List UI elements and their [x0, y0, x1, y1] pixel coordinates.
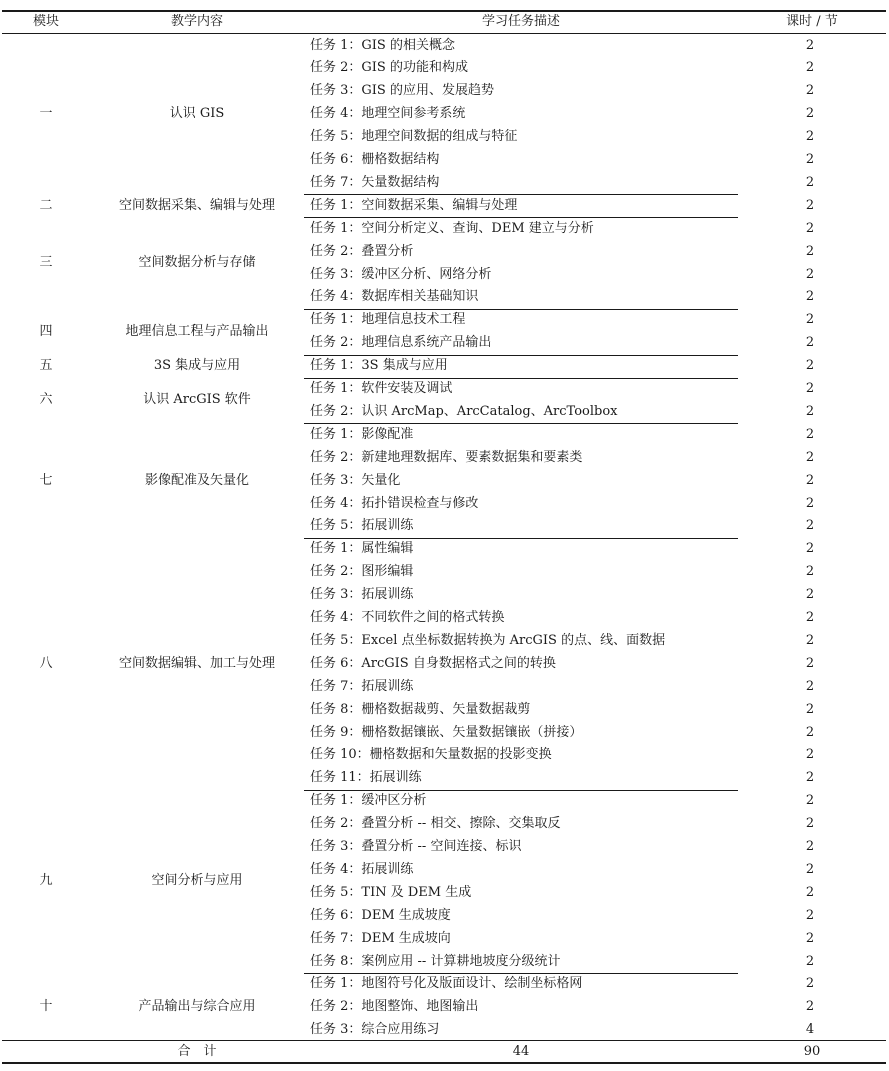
task-description: 任务 6：ArcGIS 自身数据格式之间的转换 — [310, 655, 556, 671]
task-description: 任务 1：缓冲区分析 — [310, 793, 427, 809]
module-number: 二 — [39, 197, 53, 213]
task-description: 任务 11：拓展训练 — [310, 770, 422, 786]
header-task-description: 学习任务描述 — [481, 14, 560, 29]
task-description: 任务 4：数据库相关基础知识 — [310, 289, 479, 305]
task-hours: 2 — [805, 174, 815, 190]
task-description: 任务 4：地理空间参考系统 — [310, 106, 466, 122]
module-name: 影像配准及矢量化 — [144, 472, 249, 488]
task-description: 任务 2：GIS 的功能和构成 — [310, 60, 468, 76]
task-hours: 2 — [805, 426, 815, 442]
task-description: 任务 5：TIN 及 DEM 生成 — [310, 884, 472, 900]
task-hours: 2 — [805, 403, 815, 419]
task-description: 任务 3：缓冲区分析、网络分析 — [310, 266, 492, 282]
task-hours: 2 — [805, 655, 815, 671]
task-hours: 2 — [805, 678, 815, 694]
task-description: 任务 5：Excel 点坐标数据转换为 ArcGIS 的点、线、面数据 — [310, 632, 666, 648]
header-module: 模块 — [32, 14, 59, 29]
task-description: 任务 5：地理空间数据的组成与特征 — [310, 129, 518, 145]
task-description: 任务 4：拓展训练 — [310, 861, 414, 877]
module-name: 3S 集成与应用 — [153, 358, 241, 374]
task-description: 任务 3：拓展训练 — [310, 587, 414, 603]
task-hours: 2 — [805, 358, 815, 374]
task-description: 任务 1：地理信息技术工程 — [310, 312, 466, 328]
task-description: 任务 6：DEM 生成坡度 — [310, 907, 451, 923]
task-hours: 2 — [805, 449, 815, 465]
task-hours: 2 — [805, 83, 815, 99]
task-description: 任务 1：空间数据采集、编辑与处理 — [310, 197, 518, 213]
task-description: 任务 7：拓展训练 — [310, 678, 414, 694]
task-description: 任务 8：栅格数据裁剪、矢量数据裁剪 — [310, 701, 531, 717]
task-description: 任务 6：栅格数据结构 — [310, 152, 440, 167]
task-hours: 2 — [805, 152, 815, 167]
module-number: 三 — [39, 255, 53, 270]
task-description: 任务 1：软件安装及调试 — [310, 381, 453, 396]
task-hours: 2 — [805, 861, 815, 877]
footer-top-rule — [2, 1040, 886, 1041]
task-description: 任务 2：图形编辑 — [310, 564, 414, 580]
header-bottom-rule — [2, 33, 886, 34]
module-number: 六 — [39, 392, 53, 408]
task-hours: 2 — [805, 312, 815, 328]
task-description: 任务 4：拓扑错误检查与修改 — [310, 495, 479, 511]
module-name: 空间数据采集、编辑与处理 — [118, 197, 275, 213]
module-number: 五 — [39, 358, 53, 374]
module-number: 八 — [39, 655, 53, 671]
task-hours: 2 — [805, 884, 815, 900]
task-hours: 2 — [805, 839, 815, 854]
task-description: 任务 7：DEM 生成坡向 — [310, 930, 451, 946]
task-hours: 2 — [805, 907, 815, 923]
task-description: 任务 9：栅格数据镶嵌、矢量数据镶嵌（拼接） — [310, 724, 583, 740]
task-hours: 2 — [805, 701, 815, 717]
task-hours: 2 — [805, 816, 815, 832]
task-hours: 2 — [805, 37, 815, 53]
task-hours: 2 — [805, 587, 815, 603]
task-description: 任务 1：属性编辑 — [310, 541, 414, 557]
module-name: 空间分析与应用 — [151, 873, 243, 889]
module-name: 空间数据编辑、加工与处理 — [118, 655, 275, 671]
module-name: 产品输出与综合应用 — [138, 999, 256, 1015]
task-hours: 2 — [805, 60, 815, 76]
module-number: 九 — [39, 873, 53, 889]
task-hours: 2 — [805, 197, 815, 213]
footer-task-count: 44 — [512, 1044, 530, 1059]
task-description: 任务 2：地图整饰、地图输出 — [310, 999, 479, 1015]
task-hours: 2 — [805, 106, 815, 122]
task-hours: 2 — [805, 632, 815, 648]
module-name: 认识 ArcGIS 软件 — [143, 392, 251, 408]
task-hours: 2 — [805, 518, 815, 534]
task-description: 任务 3：综合应用练习 — [310, 1022, 440, 1038]
module-number: 七 — [39, 472, 53, 488]
task-hours: 2 — [805, 381, 815, 396]
task-description: 任务 1：空间分析定义、查询、DEM 建立与分析 — [310, 220, 594, 236]
task-description: 任务 2：新建地理数据库、要素数据集和要素类 — [310, 449, 583, 465]
task-hours: 2 — [805, 472, 815, 488]
task-hours: 2 — [805, 976, 815, 992]
task-description: 任务 2：叠置分析 -- 相交、擦除、交集取反 — [310, 816, 561, 832]
task-description: 任务 1：影像配准 — [310, 426, 414, 442]
task-hours: 2 — [805, 930, 815, 946]
task-hours: 4 — [805, 1022, 815, 1038]
task-description: 任务 5：拓展训练 — [310, 518, 414, 534]
task-hours: 2 — [805, 129, 815, 145]
footer-total-hours: 90 — [803, 1044, 821, 1059]
task-description: 任务 8：案例应用 -- 计算耕地坡度分级统计 — [310, 953, 561, 969]
task-description: 任务 7：矢量数据结构 — [310, 174, 440, 190]
task-hours: 2 — [805, 335, 815, 351]
task-hours: 2 — [805, 541, 815, 557]
header-hours: 课时 / 节 — [786, 14, 838, 29]
table-bottom-rule — [2, 1062, 886, 1064]
task-hours: 2 — [805, 999, 815, 1015]
task-description: 任务 1：地图符号化及版面设计、绘制坐标格网 — [310, 976, 583, 992]
task-description: 任务 3：矢量化 — [310, 472, 401, 488]
module-name: 认识 GIS — [169, 106, 225, 122]
task-description: 任务 4：不同软件之间的格式转换 — [310, 610, 505, 625]
task-hours: 2 — [805, 953, 815, 969]
module-number: 十 — [39, 999, 53, 1015]
task-description: 任务 3：叠置分析 -- 空间连接、标识 — [310, 839, 522, 854]
task-hours: 2 — [805, 495, 815, 511]
task-description: 任务 3：GIS 的应用、发展趋势 — [310, 83, 494, 99]
task-hours: 2 — [805, 289, 815, 305]
task-description: 任务 2：认识 ArcMap、ArcCatalog、ArcToolbox — [310, 403, 618, 419]
task-hours: 2 — [805, 724, 815, 740]
task-description: 任务 2：叠置分析 — [310, 243, 414, 259]
task-hours: 2 — [805, 793, 815, 809]
task-description: 任务 2：地理信息系统产品输出 — [310, 335, 492, 351]
module-number: 四 — [39, 323, 53, 339]
task-description: 任务 1：GIS 的相关概念 — [310, 37, 455, 53]
module-number: 一 — [39, 106, 53, 122]
task-hours: 2 — [805, 266, 815, 282]
task-hours: 2 — [805, 610, 815, 625]
task-hours: 2 — [805, 747, 815, 763]
module-name: 空间数据分析与存储 — [138, 255, 256, 270]
task-hours: 2 — [805, 564, 815, 580]
task-description: 任务 1：3S 集成与应用 — [310, 358, 448, 374]
header-content: 教学内容 — [170, 14, 223, 29]
task-hours: 2 — [805, 243, 815, 259]
module-name: 地理信息工程与产品输出 — [125, 323, 269, 339]
task-hours: 2 — [805, 770, 815, 786]
footer-total-label: 合 计 — [177, 1044, 217, 1059]
task-description: 任务 10：栅格数据和矢量数据的投影变换 — [310, 747, 552, 763]
task-hours: 2 — [805, 220, 815, 236]
